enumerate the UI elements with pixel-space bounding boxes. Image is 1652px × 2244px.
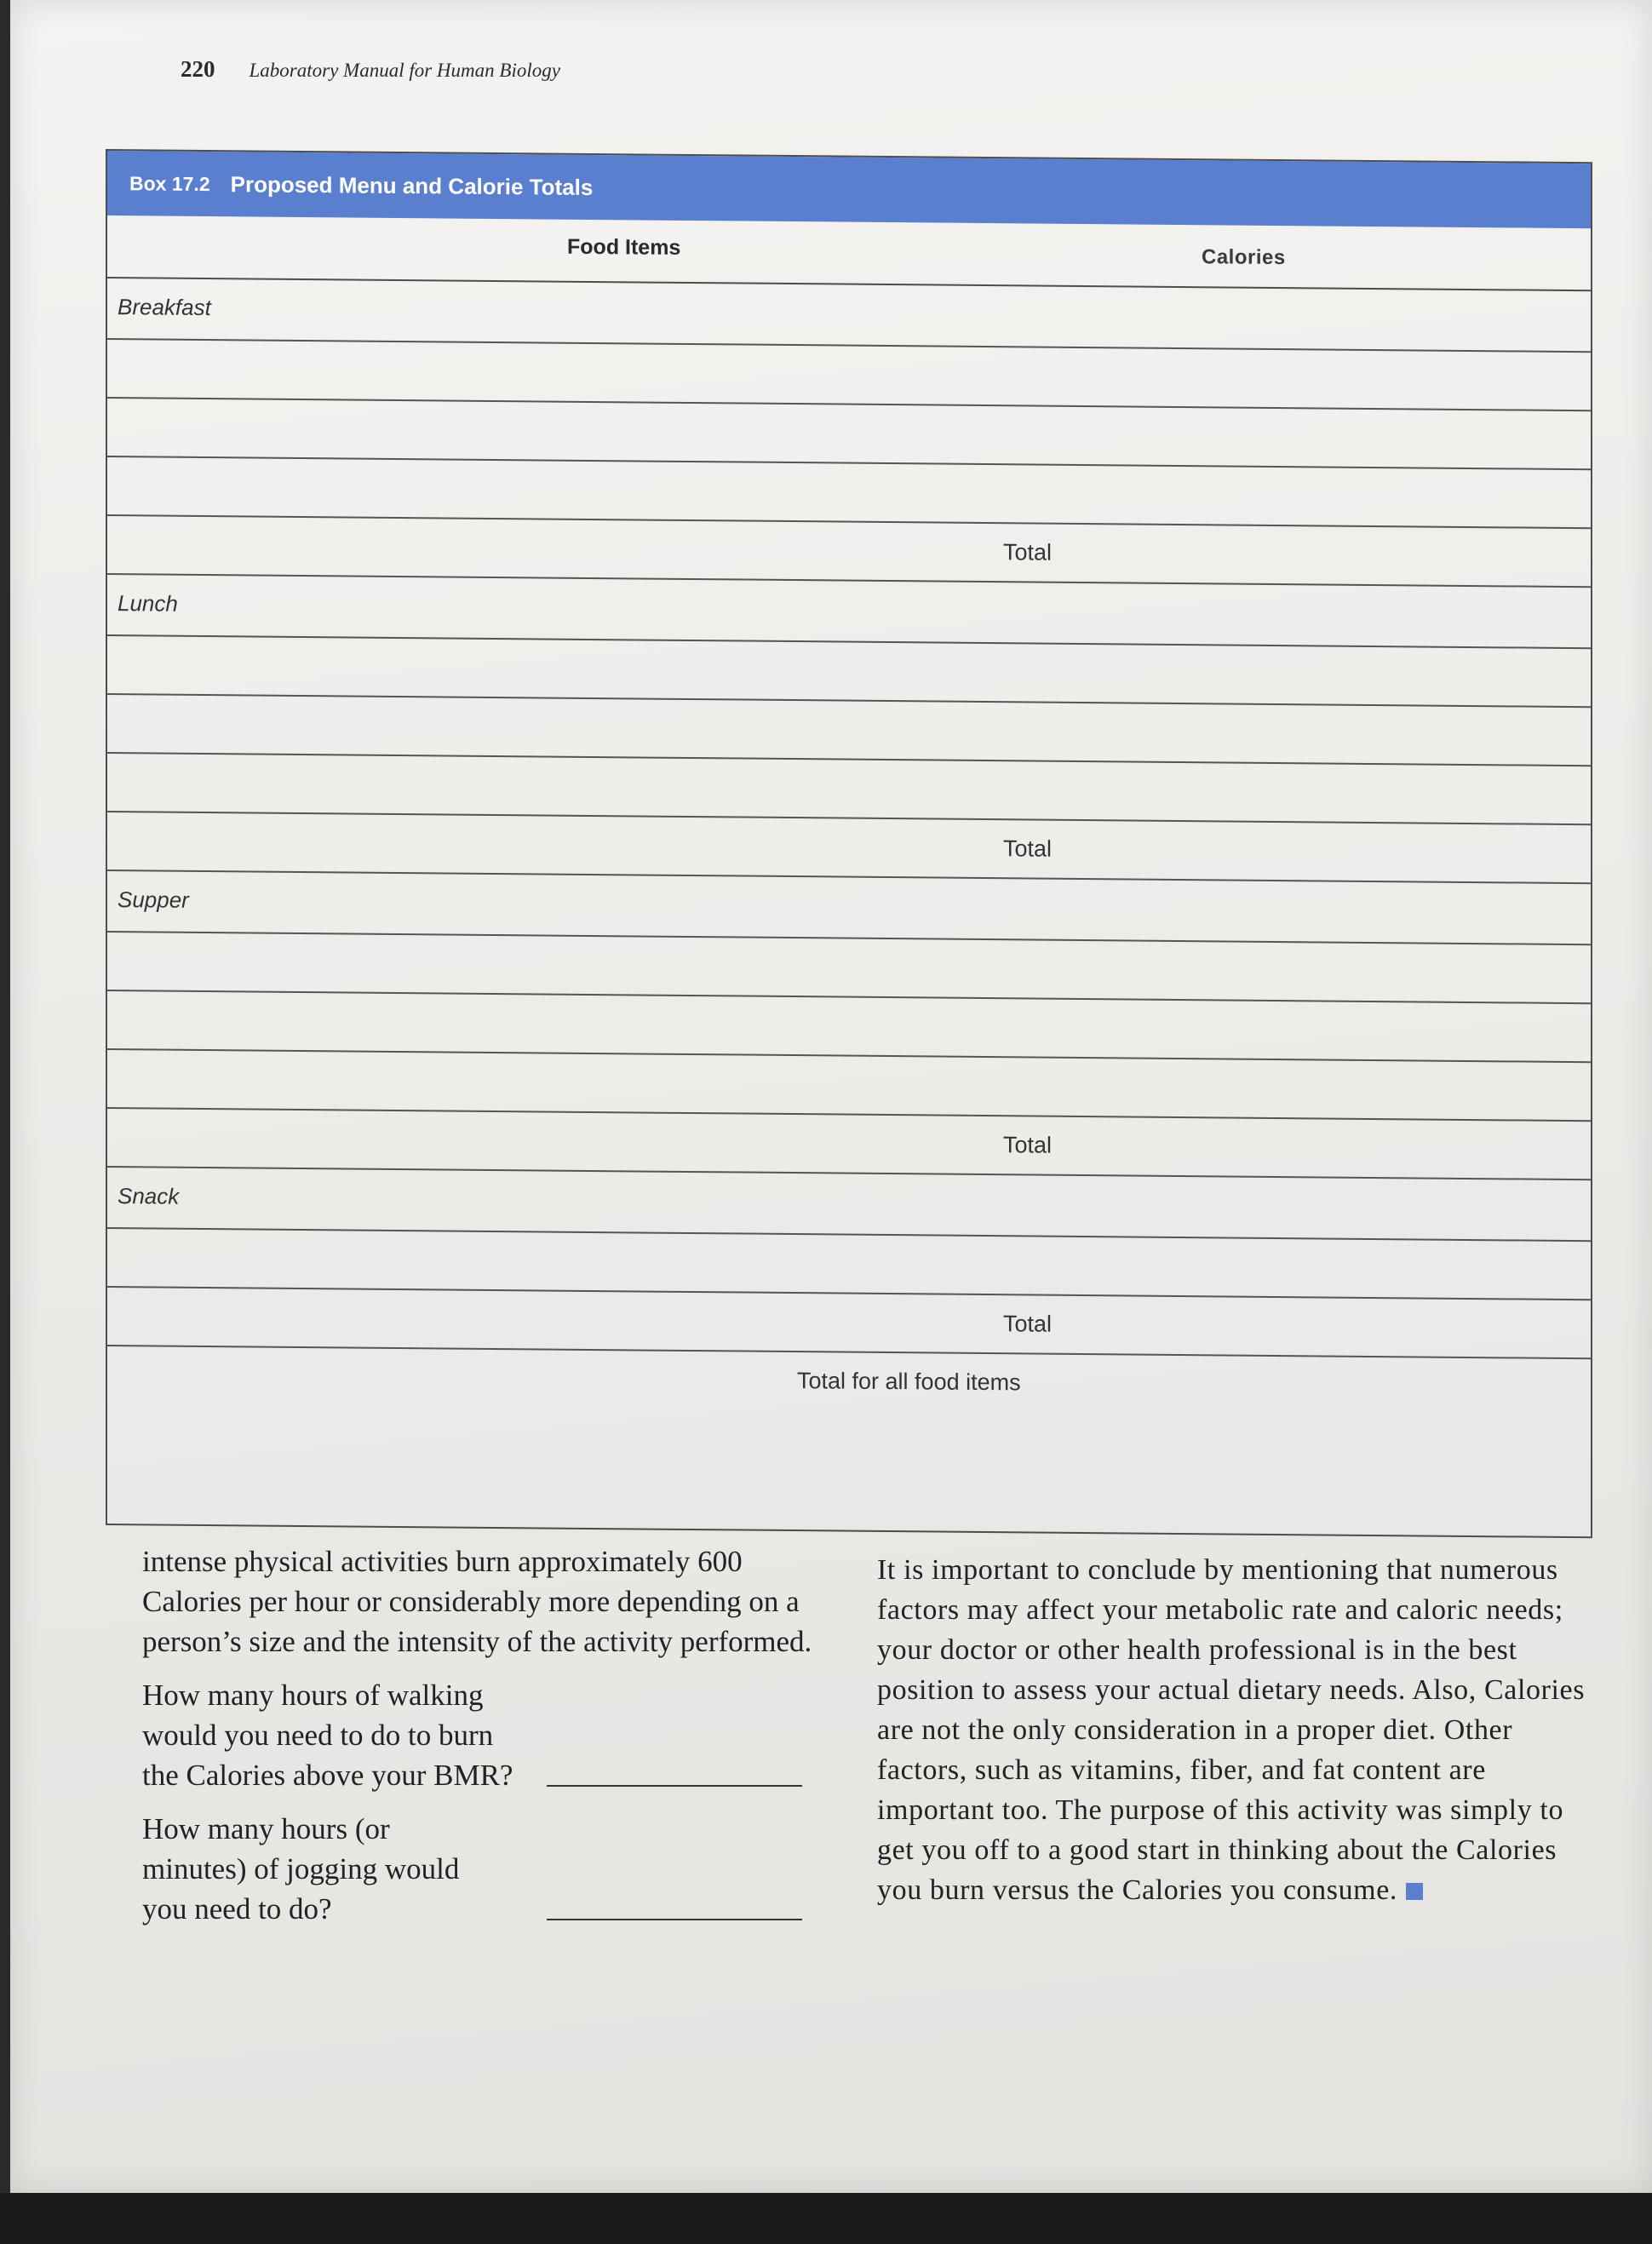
box-number: Box 17.2 [129,171,210,195]
jogging-answer-blank[interactable] [547,1919,802,1920]
running-header [181,56,560,83]
column-header-food-items: Food Items [567,234,681,260]
section-label-lunch: Lunch [118,590,178,617]
section-label-breakfast: Breakfast [118,294,211,321]
question-text: How many hours (or minutes) of jogging would you need to do? [142,1812,460,1925]
snack-total-label: Total [1003,1311,1053,1337]
walking-question [142,1675,815,1795]
end-of-section-icon [1406,1883,1423,1900]
box-title: Proposed Menu and Calorie Totals [230,170,594,200]
menu-calorie-table [106,149,1592,1538]
breakfast-total-label: Total [1003,539,1053,565]
column-header-calories: Calories [1202,245,1286,270]
page-number: 220 [181,56,215,82]
background-surface [0,2193,1652,2244]
question-text: How many hours of walking would you need to do to burn the Calories above your BMR? [142,1679,513,1792]
grand-total-row[interactable] [107,1346,1591,1418]
walking-answer-blank[interactable] [547,1785,802,1787]
grand-total-label: Total for all food items [797,1368,1021,1396]
textbook-page [10,0,1652,2193]
lunch-total-label: Total [1003,835,1053,862]
section-label-snack: Snack [118,1183,180,1209]
right-text-column [877,1550,1603,1910]
left-text-column [142,1541,815,1929]
running-title: Laboratory Manual for Human Biology [249,60,560,81]
conclusion-paragraph: It is important to conclude by mentioning that numerous factors may affect your metabolic rate and caloric needs; your doctor or other health professional is in the best position to assess your actual dietary needs. Also, Calories are not the only consideration in a proper diet. Other factors, such as vitamins, fiber, and fat content are important too. The purpose of this activity was simply to get you off to a good start in thinking about the Calories you burn versus the Calories you consume. [877,1554,1586,1906]
jogging-question [142,1809,815,1929]
supper-total-label: Total [1003,1132,1053,1158]
body-paragraph: intense physical activities burn approximately 600 Calories per hour or considerably more depending on a person’s size and the intensity of the activity performed. [142,1545,812,1658]
section-label-supper: Supper [118,887,189,913]
